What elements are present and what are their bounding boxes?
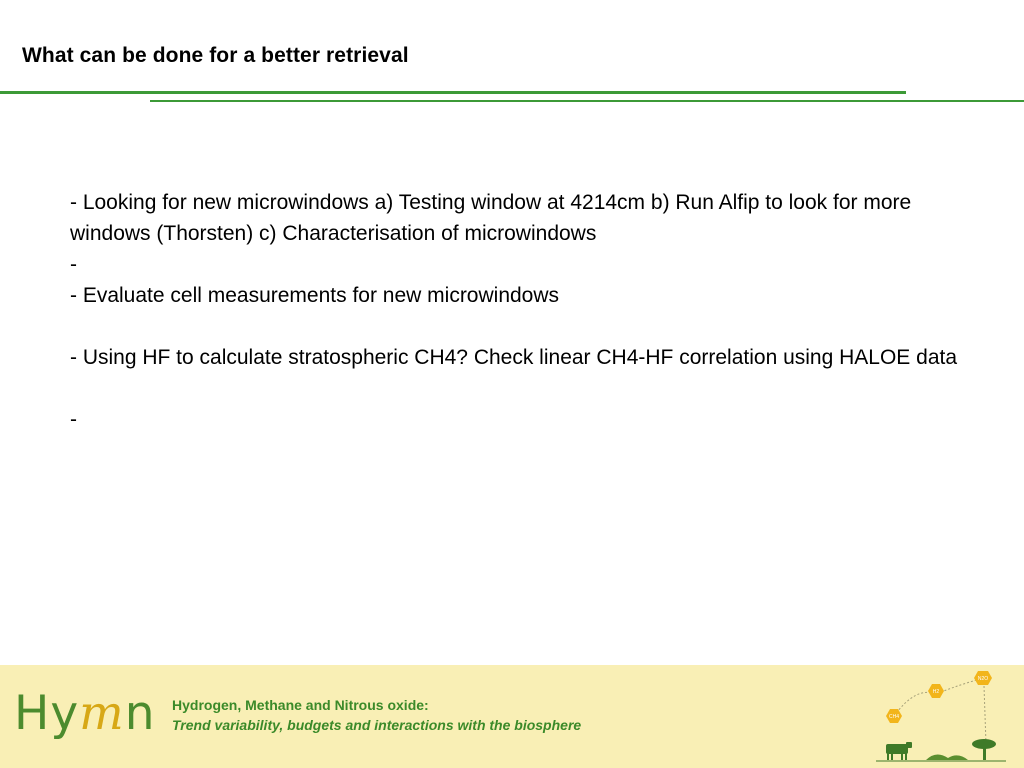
slide-body (70, 187, 970, 435)
emblem-label-ch4: CH4 (888, 714, 900, 720)
spacer (70, 373, 970, 404)
bullet-cell-measurements: - Evaluate cell measurements for new microwindows (70, 284, 560, 307)
vegetation-icon (926, 754, 968, 760)
spacer (70, 311, 970, 342)
cow-icon (886, 742, 912, 760)
hymn-logo (14, 686, 164, 746)
bullet-microwindows: - Looking for new microwindows a) Testing window at 4214cm b) Run Alfip to look for more windows (Thorsten) c) Characterisation of microwindows (70, 191, 912, 245)
biosphere-emblem-icon (876, 664, 1006, 764)
bullet-empty-2: - (70, 408, 77, 431)
title-divider-upper (0, 91, 906, 94)
emblem-label-n2o: N2O (977, 676, 989, 682)
bullet-empty-1: - (70, 253, 77, 276)
slide-title: What can be done for a better retrieval (22, 44, 409, 67)
title-divider-lower (150, 100, 1024, 102)
emblem-label-h2: H2 (932, 689, 940, 695)
hymn-logo-text: Hymn (14, 686, 156, 741)
bullet-hf-ch4: - Using HF to calculate stratospheric CH4? Check linear CH4-HF correlation using HALOE data (70, 346, 958, 369)
footer-project-subtitle: Trend variability, budgets and interactions with the biosphere (172, 717, 582, 733)
tree-icon (972, 739, 996, 760)
footer-project-title: Hydrogen, Methane and Nitrous oxide: (172, 697, 429, 713)
